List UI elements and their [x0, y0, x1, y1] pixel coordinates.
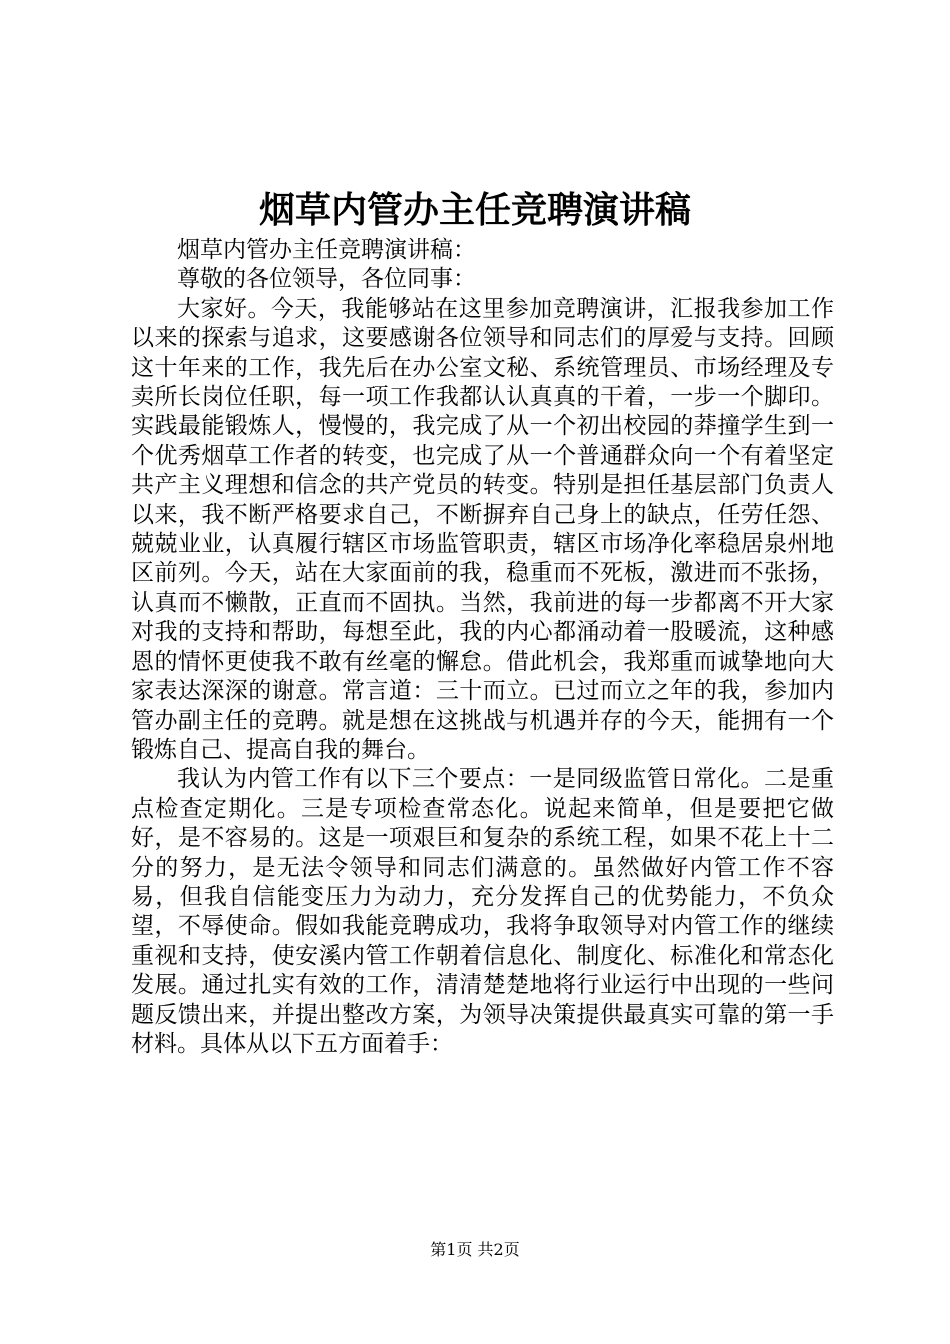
salutation-heading: 烟草内管办主任竞聘演讲稿： — [177, 237, 476, 263]
page-number-footer: 第1页 共2页 — [430, 1240, 520, 1259]
body-paragraph-introduction: 大家好。今天，我能够站在这里参加竞聘演讲，汇报我参加工作以来的探索与追求，这要感谢各位领导和同志们的厚爱与支持。回顾这十年来的工作，我先后在办公室文秘、系统管理员、市场经理及专卖所长岗位任职，每一项工作我都认认真真的干着，一步一个脚印。实践最能锻炼人，慢慢的，我完成了从一个初出校园的莽撞学生到一个优秀烟草工作者的转变，也完成了从一个普通群众向一个有着坚定共产主义理想和信念的共产党员的转变。特别是担任基层部门负责人以来，我不断严格要求自己，不断摒弃自己身上的缺点，任劳任怨、兢兢业业，认真履行辖区市场监管职责，辖区市场净化率稳居泉州地区前列。今天，站在大家面前的我，稳重而不死板，激进而不张扬，认真而不懒散，正直而不固执。当然，我前进的每一步都离不开大家对我的支持和帮助，每想至此，我的内心都涌动着一股暖流，这种感恩的情怀更使我不敢有丝毫的懈怠。借此机会，我郑重而诚挚地向大家表达深深的谢意。常言道：三十而立。已过而立之年的我，参加内管办副主任的竞聘。就是想在这挑战与机遇并存的今天，能拥有一个锻炼自己、提高自我的舞台。 — [131, 295, 834, 763]
body-paragraph-work-plan: 我认为内管工作有以下三个要点：一是同级监管日常化。二是重点检查定期化。三是专项检查常态化。说起来简单，但是要把它做好，是不容易的。这是一项艰巨和复杂的系统工程，如果不花上十二分的努力，是无法令领导和同志们满意的。虽然做好内管工作不容易，但我自信能变压力为动力，充分发挥自己的优势能力，不负众望，不辱使命。假如我能竞聘成功，我将争取领导对内管工作的继续重视和支持，使安溪内管工作朝着信息化、制度化、标准化和常态化发展。通过扎实有效的工作，清清楚楚地将行业运行中出现的一些问题反馈出来，并提出整改方案，为领导决策提供最真实可靠的第一手材料。具体从以下五方面着手： — [131, 766, 834, 1057]
document-body — [131, 236, 834, 1059]
document-title: 烟草内管办主任竞聘演讲稿 — [258, 189, 691, 231]
salutation-greeting: 尊敬的各位领导，各位同事： — [177, 266, 476, 293]
